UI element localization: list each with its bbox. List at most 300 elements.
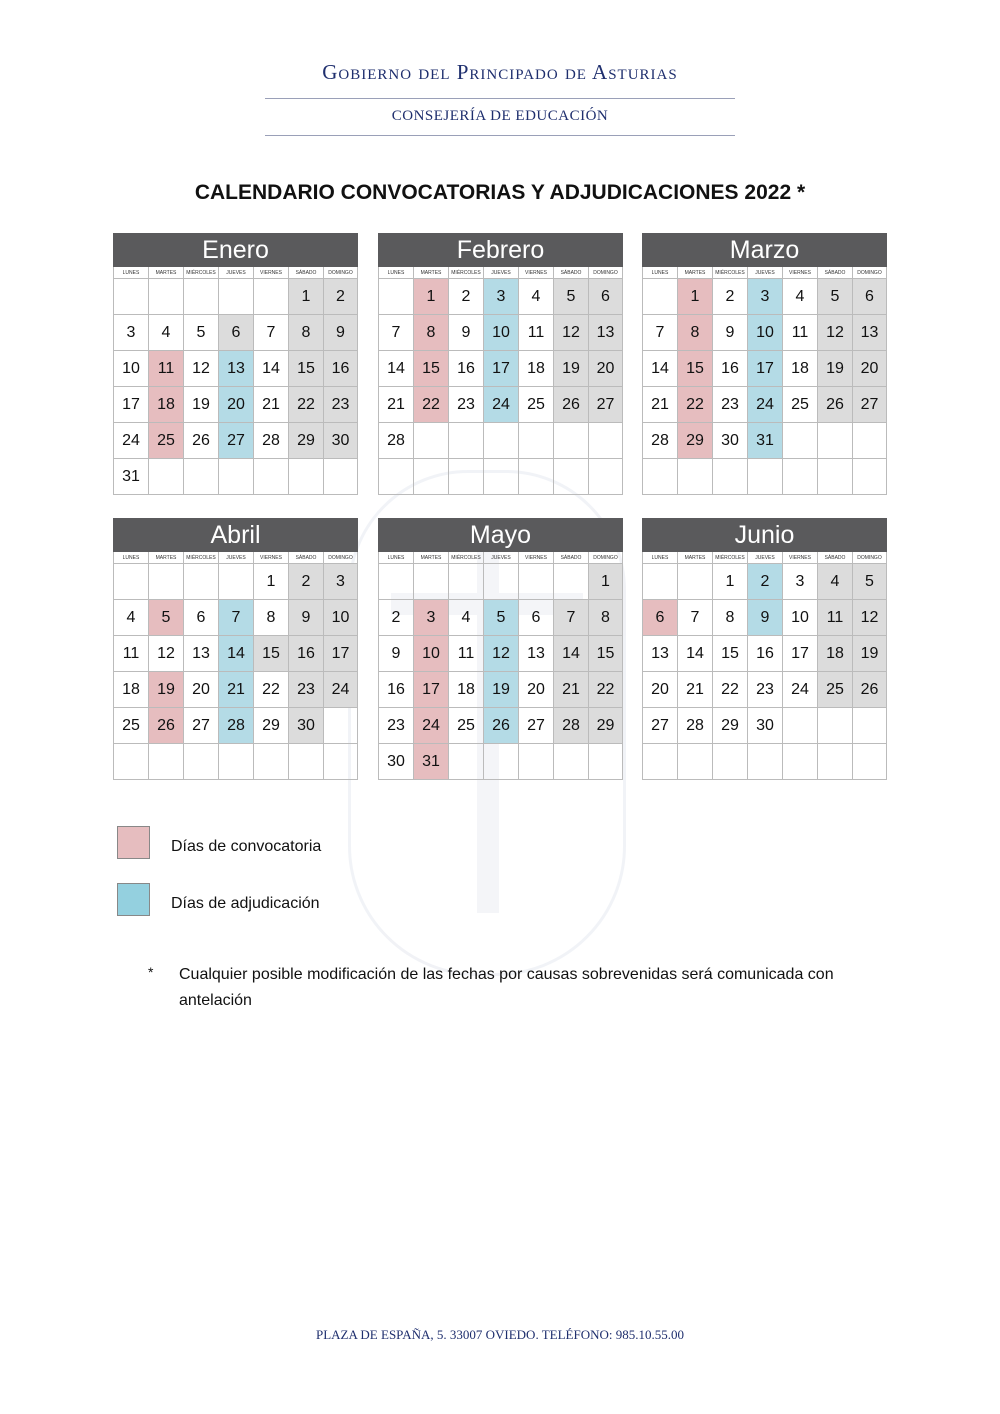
- month-abril: [113, 518, 358, 780]
- empty-cell: [852, 708, 887, 744]
- day-cell: 11: [817, 600, 852, 636]
- day-cell: 3: [483, 279, 518, 315]
- day-cell: 15: [677, 351, 712, 387]
- weekday-label: MARTES: [413, 552, 448, 564]
- empty-cell: [852, 423, 887, 459]
- day-cell: 24: [747, 387, 782, 423]
- month-title: Marzo: [642, 233, 887, 267]
- month-title: Mayo: [378, 518, 623, 552]
- empty-cell: [448, 564, 483, 600]
- day-cell: 6: [518, 600, 553, 636]
- day-cell: 1: [253, 564, 288, 600]
- day-cell: 13: [642, 636, 677, 672]
- legend-label-adjudicacion: Días de adjudicación: [171, 895, 320, 912]
- day-cell: 16: [747, 636, 782, 672]
- day-cell: 22: [677, 387, 712, 423]
- day-cell: 21: [677, 672, 712, 708]
- day-cell: 12: [817, 315, 852, 351]
- weekday-label: LUNES: [642, 267, 677, 279]
- day-cell: 4: [113, 600, 148, 636]
- empty-cell: [448, 459, 483, 495]
- day-cell: 22: [253, 672, 288, 708]
- day-cell: 21: [218, 672, 253, 708]
- weekday-label: VIERNES: [253, 552, 288, 564]
- empty-cell: [323, 708, 358, 744]
- empty-cell: [747, 459, 782, 495]
- day-cell: 27: [218, 423, 253, 459]
- day-cell: 13: [183, 636, 218, 672]
- empty-cell: [817, 708, 852, 744]
- day-cell: 31: [413, 744, 448, 780]
- weekday-label: DOMINGO: [588, 552, 623, 564]
- empty-cell: [378, 459, 413, 495]
- empty-cell: [518, 564, 553, 600]
- day-cell: 6: [588, 279, 623, 315]
- day-cell: 21: [378, 387, 413, 423]
- day-cell: 2: [448, 279, 483, 315]
- empty-cell: [253, 744, 288, 780]
- day-cell: 11: [113, 636, 148, 672]
- month-title: Junio: [642, 518, 887, 552]
- day-cell: 2: [288, 564, 323, 600]
- day-cell: 14: [253, 351, 288, 387]
- day-cell: 25: [148, 423, 183, 459]
- day-cell: 3: [413, 600, 448, 636]
- day-cell: 13: [588, 315, 623, 351]
- weekday-label: LUNES: [113, 552, 148, 564]
- weekday-label: SÁBADO: [553, 267, 588, 279]
- day-cell: 26: [148, 708, 183, 744]
- month-title: Enero: [113, 233, 358, 267]
- weekday-label: MIÉRCOLES: [448, 552, 483, 564]
- day-cell: 20: [852, 351, 887, 387]
- empty-cell: [218, 744, 253, 780]
- weekday-label: MARTES: [148, 267, 183, 279]
- day-cell: 19: [148, 672, 183, 708]
- day-cell: 10: [747, 315, 782, 351]
- weekday-label: MIÉRCOLES: [712, 267, 747, 279]
- weekday-label: VIERNES: [518, 267, 553, 279]
- day-cell: 10: [483, 315, 518, 351]
- day-cell: 2: [323, 279, 358, 315]
- day-cell: 12: [553, 315, 588, 351]
- weekday-label: MARTES: [148, 552, 183, 564]
- day-cell: 14: [218, 636, 253, 672]
- empty-cell: [148, 564, 183, 600]
- note-marker: *: [148, 964, 154, 980]
- day-cell: 23: [288, 672, 323, 708]
- day-cell: 14: [553, 636, 588, 672]
- weekday-label: MIÉRCOLES: [183, 267, 218, 279]
- empty-cell: [183, 564, 218, 600]
- day-cell: 25: [448, 708, 483, 744]
- day-cell: 26: [183, 423, 218, 459]
- weekday-label: VIERNES: [782, 267, 817, 279]
- day-cell: 30: [378, 744, 413, 780]
- month-marzo: [642, 233, 887, 495]
- day-cell: 3: [782, 564, 817, 600]
- day-cell: 8: [288, 315, 323, 351]
- empty-cell: [642, 564, 677, 600]
- empty-cell: [113, 564, 148, 600]
- empty-cell: [852, 744, 887, 780]
- day-cell: 23: [448, 387, 483, 423]
- weekday-label: JUEVES: [747, 552, 782, 564]
- empty-cell: [782, 423, 817, 459]
- day-cell: 29: [588, 708, 623, 744]
- empty-cell: [588, 459, 623, 495]
- day-cell: 27: [642, 708, 677, 744]
- empty-cell: [782, 708, 817, 744]
- day-cell: 9: [747, 600, 782, 636]
- day-cell: 20: [183, 672, 218, 708]
- day-cell: 16: [378, 672, 413, 708]
- day-cell: 28: [218, 708, 253, 744]
- day-cell: 7: [378, 315, 413, 351]
- weekday-label: DOMINGO: [588, 267, 623, 279]
- empty-cell: [642, 744, 677, 780]
- empty-cell: [518, 744, 553, 780]
- empty-cell: [183, 744, 218, 780]
- day-cell: 4: [448, 600, 483, 636]
- day-cell: 30: [288, 708, 323, 744]
- day-cell: 10: [782, 600, 817, 636]
- day-cell: 27: [588, 387, 623, 423]
- empty-cell: [218, 564, 253, 600]
- day-cell: 7: [677, 600, 712, 636]
- day-cell: 19: [553, 351, 588, 387]
- weekday-label: VIERNES: [782, 552, 817, 564]
- day-cell: 18: [817, 636, 852, 672]
- day-cell: 14: [677, 636, 712, 672]
- day-cell: 29: [712, 708, 747, 744]
- day-cell: 15: [253, 636, 288, 672]
- day-cell: 25: [518, 387, 553, 423]
- empty-cell: [817, 744, 852, 780]
- day-cell: 24: [483, 387, 518, 423]
- empty-cell: [553, 423, 588, 459]
- day-cell: 4: [782, 279, 817, 315]
- day-cell: 7: [642, 315, 677, 351]
- empty-cell: [323, 744, 358, 780]
- day-cell: 29: [677, 423, 712, 459]
- empty-cell: [378, 279, 413, 315]
- day-cell: 24: [113, 423, 148, 459]
- day-cell: 8: [677, 315, 712, 351]
- day-cell: 12: [183, 351, 218, 387]
- legend-label-convocatoria: Días de convocatoria: [171, 838, 322, 855]
- day-cell: 28: [642, 423, 677, 459]
- day-cell: 6: [183, 600, 218, 636]
- day-cell: 1: [677, 279, 712, 315]
- day-cell: 3: [113, 315, 148, 351]
- weekday-label: SÁBADO: [288, 267, 323, 279]
- day-cell: 2: [378, 600, 413, 636]
- day-cell: 23: [747, 672, 782, 708]
- day-cell: 5: [483, 600, 518, 636]
- day-cell: 17: [413, 672, 448, 708]
- day-cell: 1: [288, 279, 323, 315]
- empty-cell: [288, 744, 323, 780]
- weekday-label: SÁBADO: [288, 552, 323, 564]
- day-cell: 18: [518, 351, 553, 387]
- weekday-label: JUEVES: [218, 267, 253, 279]
- day-cell: 25: [782, 387, 817, 423]
- empty-cell: [483, 459, 518, 495]
- day-cell: 26: [553, 387, 588, 423]
- empty-cell: [218, 279, 253, 315]
- day-cell: 12: [852, 600, 887, 636]
- empty-cell: [747, 744, 782, 780]
- empty-cell: [677, 564, 712, 600]
- day-cell: 16: [712, 351, 747, 387]
- day-cell: 8: [588, 600, 623, 636]
- empty-cell: [817, 459, 852, 495]
- day-cell: 29: [253, 708, 288, 744]
- empty-cell: [378, 564, 413, 600]
- day-cell: 9: [448, 315, 483, 351]
- day-cell: 9: [378, 636, 413, 672]
- day-cell: 2: [712, 279, 747, 315]
- footer-address: PLAZA DE ESPAÑA, 5. 33007 OVIEDO. TELÉFONO: 985.10.55.00: [316, 1327, 684, 1342]
- day-cell: 13: [852, 315, 887, 351]
- day-cell: 4: [817, 564, 852, 600]
- day-cell: 17: [747, 351, 782, 387]
- weekday-label: DOMINGO: [323, 267, 358, 279]
- day-cell: 8: [413, 315, 448, 351]
- empty-cell: [288, 459, 323, 495]
- day-cell: 16: [288, 636, 323, 672]
- day-cell: 25: [817, 672, 852, 708]
- day-cell: 17: [113, 387, 148, 423]
- day-cell: 27: [183, 708, 218, 744]
- empty-cell: [677, 744, 712, 780]
- day-cell: 15: [588, 636, 623, 672]
- day-cell: 4: [148, 315, 183, 351]
- day-cell: 15: [413, 351, 448, 387]
- weekday-label: LUNES: [113, 267, 148, 279]
- empty-cell: [518, 459, 553, 495]
- weekday-label: SÁBADO: [553, 552, 588, 564]
- day-cell: 9: [288, 600, 323, 636]
- empty-cell: [553, 744, 588, 780]
- day-cell: 25: [113, 708, 148, 744]
- day-cell: 31: [747, 423, 782, 459]
- day-cell: 8: [253, 600, 288, 636]
- empty-cell: [782, 459, 817, 495]
- day-cell: 20: [218, 387, 253, 423]
- empty-cell: [588, 744, 623, 780]
- day-cell: 1: [712, 564, 747, 600]
- empty-cell: [148, 279, 183, 315]
- empty-cell: [253, 459, 288, 495]
- empty-cell: [553, 459, 588, 495]
- day-cell: 28: [253, 423, 288, 459]
- note-text: Cualquier posible modificación de las fechas por causas sobrevenidas será comunicada con antelación: [179, 966, 834, 1009]
- day-cell: 22: [588, 672, 623, 708]
- day-cell: 31: [113, 459, 148, 495]
- day-cell: 3: [323, 564, 358, 600]
- day-cell: 12: [148, 636, 183, 672]
- day-cell: 28: [378, 423, 413, 459]
- weekday-label: JUEVES: [218, 552, 253, 564]
- month-junio: [642, 518, 887, 780]
- day-cell: 9: [712, 315, 747, 351]
- day-cell: 24: [782, 672, 817, 708]
- day-cell: 7: [553, 600, 588, 636]
- page-title: CALENDARIO CONVOCATORIAS Y ADJUDICACIONES 2022 *: [194, 181, 806, 204]
- day-cell: 16: [323, 351, 358, 387]
- weekday-label: JUEVES: [483, 267, 518, 279]
- day-cell: 17: [323, 636, 358, 672]
- month-title: Febrero: [378, 233, 623, 267]
- day-cell: 28: [553, 708, 588, 744]
- day-cell: 23: [323, 387, 358, 423]
- day-cell: 5: [852, 564, 887, 600]
- day-cell: 16: [448, 351, 483, 387]
- day-cell: 2: [747, 564, 782, 600]
- day-cell: 29: [288, 423, 323, 459]
- day-cell: 30: [323, 423, 358, 459]
- weekday-label: MARTES: [413, 267, 448, 279]
- day-cell: 15: [288, 351, 323, 387]
- empty-cell: [183, 279, 218, 315]
- day-cell: 19: [852, 636, 887, 672]
- day-cell: 17: [483, 351, 518, 387]
- day-cell: 26: [483, 708, 518, 744]
- day-cell: 11: [782, 315, 817, 351]
- day-cell: 10: [323, 600, 358, 636]
- weekday-label: JUEVES: [483, 552, 518, 564]
- empty-cell: [712, 744, 747, 780]
- day-cell: 14: [378, 351, 413, 387]
- empty-cell: [642, 459, 677, 495]
- day-cell: 1: [413, 279, 448, 315]
- weekday-label: VIERNES: [518, 552, 553, 564]
- day-cell: 18: [448, 672, 483, 708]
- empty-cell: [448, 423, 483, 459]
- day-cell: 19: [183, 387, 218, 423]
- weekday-label: MIÉRCOLES: [712, 552, 747, 564]
- day-cell: 21: [553, 672, 588, 708]
- day-cell: 24: [413, 708, 448, 744]
- weekday-label: SÁBADO: [817, 552, 852, 564]
- weekday-label: LUNES: [378, 552, 413, 564]
- day-cell: 18: [782, 351, 817, 387]
- day-cell: 23: [712, 387, 747, 423]
- weekday-label: JUEVES: [747, 267, 782, 279]
- header-divider-bottom: [265, 135, 735, 136]
- day-cell: 19: [483, 672, 518, 708]
- day-cell: 13: [518, 636, 553, 672]
- day-cell: 10: [113, 351, 148, 387]
- day-cell: 26: [817, 387, 852, 423]
- day-cell: 21: [253, 387, 288, 423]
- day-cell: 20: [642, 672, 677, 708]
- day-cell: 1: [588, 564, 623, 600]
- day-cell: 10: [413, 636, 448, 672]
- day-cell: 27: [518, 708, 553, 744]
- empty-cell: [183, 459, 218, 495]
- day-cell: 20: [588, 351, 623, 387]
- empty-cell: [782, 744, 817, 780]
- weekday-label: LUNES: [378, 267, 413, 279]
- day-cell: 8: [712, 600, 747, 636]
- weekday-label: DOMINGO: [852, 552, 887, 564]
- day-cell: 9: [323, 315, 358, 351]
- weekday-label: MIÉRCOLES: [448, 267, 483, 279]
- day-cell: 24: [323, 672, 358, 708]
- day-cell: 3: [747, 279, 782, 315]
- day-cell: 6: [852, 279, 887, 315]
- empty-cell: [712, 459, 747, 495]
- day-cell: 5: [183, 315, 218, 351]
- header-department: CONSEJERÍA DE EDUCACIÓN: [391, 108, 609, 124]
- day-cell: 30: [747, 708, 782, 744]
- day-cell: 6: [218, 315, 253, 351]
- day-cell: 11: [148, 351, 183, 387]
- weekday-label: DOMINGO: [323, 552, 358, 564]
- day-cell: 15: [712, 636, 747, 672]
- empty-cell: [413, 423, 448, 459]
- weekday-label: MARTES: [677, 552, 712, 564]
- day-cell: 30: [712, 423, 747, 459]
- day-cell: 5: [553, 279, 588, 315]
- day-cell: 12: [483, 636, 518, 672]
- day-cell: 22: [712, 672, 747, 708]
- month-mayo: [378, 518, 623, 780]
- day-cell: 14: [642, 351, 677, 387]
- empty-cell: [413, 564, 448, 600]
- day-cell: 22: [413, 387, 448, 423]
- day-cell: 7: [253, 315, 288, 351]
- empty-cell: [518, 423, 553, 459]
- day-cell: 23: [378, 708, 413, 744]
- day-cell: 6: [642, 600, 677, 636]
- weekday-label: LUNES: [642, 552, 677, 564]
- weekday-label: MARTES: [677, 267, 712, 279]
- empty-cell: [483, 744, 518, 780]
- empty-cell: [553, 564, 588, 600]
- empty-cell: [218, 459, 253, 495]
- day-cell: 28: [677, 708, 712, 744]
- day-cell: 22: [288, 387, 323, 423]
- empty-cell: [323, 459, 358, 495]
- header-organization: Gobierno del Principado de Asturias: [322, 60, 678, 84]
- empty-cell: [413, 459, 448, 495]
- empty-cell: [253, 279, 288, 315]
- month-enero: [113, 233, 358, 495]
- empty-cell: [148, 744, 183, 780]
- empty-cell: [113, 279, 148, 315]
- empty-cell: [677, 459, 712, 495]
- month-febrero: [378, 233, 623, 495]
- day-cell: 5: [817, 279, 852, 315]
- weekday-label: VIERNES: [253, 267, 288, 279]
- day-cell: 21: [642, 387, 677, 423]
- day-cell: 4: [518, 279, 553, 315]
- weekday-label: MIÉRCOLES: [183, 552, 218, 564]
- empty-cell: [448, 744, 483, 780]
- legend-swatch-convocatoria: [117, 826, 150, 859]
- weekday-label: SÁBADO: [817, 267, 852, 279]
- day-cell: 13: [218, 351, 253, 387]
- day-cell: 27: [852, 387, 887, 423]
- empty-cell: [113, 744, 148, 780]
- day-cell: 20: [518, 672, 553, 708]
- empty-cell: [483, 564, 518, 600]
- day-cell: 7: [218, 600, 253, 636]
